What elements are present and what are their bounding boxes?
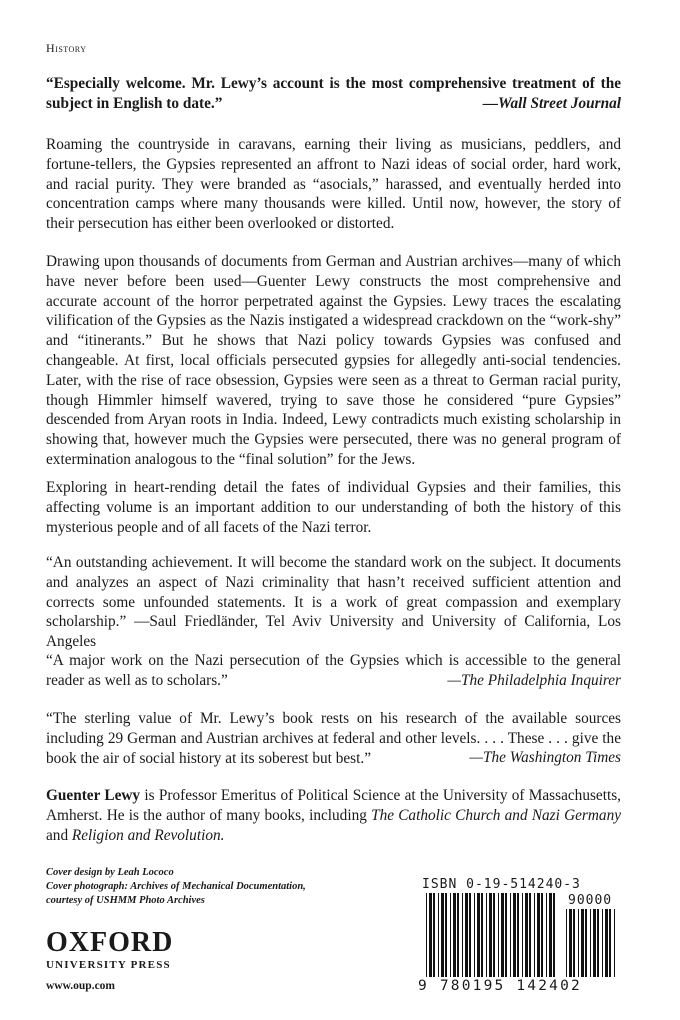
barcode-stripe — [441, 893, 444, 977]
barcode-stripe — [605, 909, 608, 977]
barcode-stripe — [517, 893, 519, 977]
barcode-stripe — [462, 893, 463, 977]
publisher-subtitle: UNIVERSITY PRESS — [46, 959, 171, 971]
barcode-stripe — [581, 909, 584, 977]
barcode-stripe — [537, 893, 540, 977]
barcode-stripe — [469, 893, 471, 977]
lead-quote-text: “Especially welcome. Mr. Lewy’s account is the most comprehensive treatment of the subject in English to date.” — [46, 75, 621, 112]
review-3 — [46, 709, 621, 768]
barcode-stripe — [501, 893, 504, 977]
barcode-stripe — [433, 893, 435, 977]
barcode-box — [416, 873, 621, 1003]
barcode-stripe — [445, 893, 447, 977]
barcode-stripe — [549, 893, 552, 977]
barcode-stripe — [541, 893, 543, 977]
cover-credits — [46, 866, 366, 908]
ean-number: 9 780195 142402 — [418, 978, 582, 994]
barcode-stripe — [609, 909, 611, 977]
barcode-stripe — [465, 893, 468, 977]
barcode-stripe — [597, 909, 599, 977]
barcode-stripe — [566, 909, 567, 977]
review-3-attribution: —The Washington Times — [469, 749, 621, 767]
barcode-stripe — [585, 909, 587, 977]
cover-photo-credit-line-1: Cover photograph: Archives of Mechanical Documentation, — [46, 881, 306, 892]
cover-design-credit: Cover design by Leah Lococo — [46, 867, 174, 878]
barcode-stripe — [426, 893, 427, 977]
category-label: History — [46, 41, 87, 55]
barcode-stripe — [457, 893, 459, 977]
lead-quote — [46, 74, 621, 113]
review-1 — [46, 553, 621, 652]
review-2 — [46, 651, 621, 690]
description-paragraph-3: Exploring in heart-rending detail the fates of individual Gypsies and their families, this affecting volume is an important addition to our understanding of both the history of this mysterious people and of all facets of the Nazi terror. — [46, 479, 621, 536]
author-bio — [46, 786, 621, 845]
barcode-stripe — [489, 893, 492, 977]
description-paragraph-1: Roaming the countryside in caravans, earning their living as musicians, peddlers, and fortune-tellers, the Gypsies represented an affront to Nazi ideas of social order, hard work, and racial purity. They were branded as “asocials,” harassed, and eventually herded into concentration camps where many thousands were killed. Until now, however, the story of their persecution has either been overlooked or distorted. — [46, 136, 621, 233]
author-book-1: The Catholic Church and Nazi Germany — [371, 806, 622, 824]
isbn-number: ISBN 0-19-514240-3 — [422, 877, 581, 892]
barcode-stripe — [569, 909, 572, 977]
barcode-stripe — [602, 909, 603, 977]
review-1-text: “An outstanding achievement. It will become the standard work on the subject. It documents and analyzes an aspect of Nazi criminality that hasn’t received sufficient attention and corrects some unfounded statements. It is a work of great compassion and exemplary scholarship.” — [46, 554, 621, 631]
barcode-stripe — [429, 893, 432, 977]
barcode-stripe — [481, 893, 483, 977]
cover-photo-credit-line-2: courtesy of USHMM Photo Archives — [46, 895, 205, 906]
barcode-stripe — [534, 893, 535, 977]
barcode-stripe — [513, 893, 516, 977]
barcode-stripe — [593, 909, 596, 977]
barcode-stripe — [498, 893, 499, 977]
price-addon-number: 90000 — [568, 893, 613, 908]
publisher-logo: OXFORD — [46, 927, 174, 958]
barcode-stripe — [510, 893, 511, 977]
barcode-stripe — [525, 893, 528, 977]
barcode-stripe — [529, 893, 531, 977]
review-1-attribution: —Saul Friedländer, Tel Aviv University and University of California, Los Angeles — [46, 613, 621, 651]
review-2-attribution: —The Philadelphia Inquirer — [447, 671, 621, 689]
barcode-stripe — [614, 909, 615, 977]
barcode-stripe — [573, 909, 575, 977]
description-paragraph-2: Drawing upon thousands of documents from German and Austrian archives—many of which have never before been used—Guenter Lewy constructs the most comprehensive and accurate account of the horror perpetrated against the Gypsies. Lewy traces the escalating vilification of the Gypsies as the Nazis instigated a widespread crackdown on the “work-shy” and “itinerants.” But he shows that Nazi policy towards Gypsies was confused and changeable. At first, local officials persecuted gypsies for allegedly anti-social tendencies. Later, with the rise of race obsession, Gypsies were seen as a threat to German racial purity, though Himmler himself wavered, trying to save those he considered “pure Gypsies” descended from Aryan roots in India. Indeed, Lewy contradicts much existing scholarship in showing that, however much the Gypsies were persecuted, there was no general program of extermination analogous to the “final solution” for the Jews. — [46, 253, 621, 468]
publisher-url: www.oup.com — [46, 980, 116, 992]
barcode-stripe — [505, 893, 507, 977]
review-2-text: “A major work on the Nazi persecution of the Gypsies which is accessible to the general reader as well as to scholars.” — [46, 652, 621, 689]
barcode-stripe — [474, 893, 475, 977]
review-3-text: “The sterling value of Mr. Lewy’s book rests on his research of the available sources including 29 German and Austrian archives at federal and other levels. . . . These . . . give the book the air of social history at its soberest but best.” — [46, 710, 621, 767]
lead-quote-attribution: —Wall Street Journal — [482, 94, 621, 112]
barcode-stripe — [590, 909, 591, 977]
barcode-stripe — [546, 893, 547, 977]
author-book-2: Religion and Revolution. — [71, 826, 225, 844]
barcode-stripe — [553, 893, 555, 977]
barcode-stripe — [522, 893, 523, 977]
barcode-stripe — [493, 893, 495, 977]
author-bio-text-1: is Professor Emeritus of Political Science at the University of Massachusetts, Amherst. He is the author of many books, including — [46, 787, 621, 824]
barcode-stripe — [450, 893, 451, 977]
barcode-stripe — [438, 893, 439, 977]
author-bio-text-2: and — [46, 826, 72, 844]
barcode-stripe — [578, 909, 579, 977]
author-name: Guenter Lewy — [46, 787, 141, 804]
barcode-stripe — [486, 893, 487, 977]
barcode-stripe — [477, 893, 480, 977]
barcode-stripe — [453, 893, 456, 977]
